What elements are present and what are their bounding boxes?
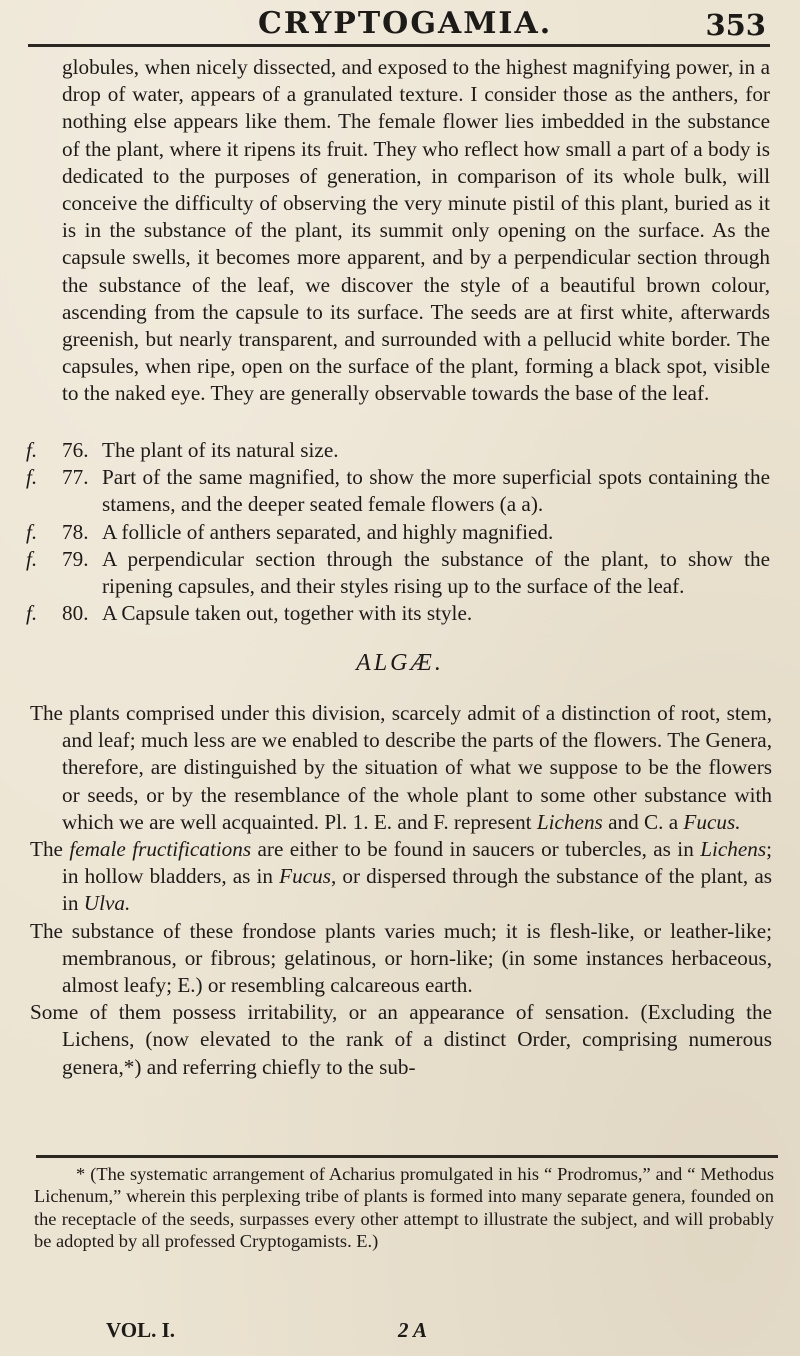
figure-label: f. [26, 519, 38, 544]
algae-paragraph-1: The plants comprised under this division, scarcely admit of a distinction of root, stem, and leaf; much less are we enabled to describe the parts of the flowers. The Genera, therefore, are distinguished by the situation of what we suppose to be the flowers or seeds, or by the resemblance of the whole plant to some other substance with which we are well acquainted. Pl. 1. E. and F. represent Lichens and C. a Fucus. [30, 701, 772, 834]
figure-caption [26, 437, 770, 464]
figure-number: 79. [62, 546, 89, 571]
figure-number: 76. [62, 438, 89, 462]
figure-list [26, 437, 770, 627]
figure-text: A follicle of anthers separated, and highly magnified. [102, 519, 554, 544]
figure-label: f. [26, 601, 38, 626]
figure-label: f. [26, 546, 38, 571]
algae-paragraph-3: The substance of these frondose plants varies much; it is flesh-like, or leather-like; membranous, or fibrous; gelatinous, or horn-like; (in some instances herbaceous, almost leafy; E.) or resembling calcareous earth. [30, 918, 772, 998]
algae-paragraph-4: Some of them possess irritability, or an appearance of sensation. (Excluding the Lichens, (now elevated to the rank of a distinct Order, comprising numerous genera,*) and referring chiefly to the sub- [30, 1000, 772, 1079]
figure-caption [26, 546, 770, 600]
volume-label: VOL. I. [106, 1318, 176, 1342]
figure-label: f. [26, 465, 38, 490]
section-heading: ALGÆ. [356, 650, 444, 676]
figure-caption [26, 519, 770, 546]
figure-caption [26, 464, 770, 518]
algae-section [30, 700, 772, 1081]
signature-mark: 2 A [398, 1318, 427, 1342]
footnote-text: * (The systematic arrangement of Acharius promulgated in his “ Prodromus,” and “ Methodus Lichenum,” wherein this perplexing tribe of plants is formed into many separate genera, founded on the receptacle of the seeds, surpasses every other attempt to illustrate the subject, and will probably be adopted by all professed Cryptogamists. E.) [34, 1164, 774, 1252]
figure-text: A Capsule taken out, together with its style. [102, 601, 473, 626]
figure-number: 77. [62, 465, 89, 490]
header-rule [28, 44, 770, 47]
algae-paragraph-2: The female fructifications are either to be found in saucers or tubercles, as in Lichens; in hollow bladders, as in Fucus, or dispersed through the substance of the plant, as in Ulva. [30, 837, 773, 916]
running-title: CRYPTOGAMIA. [258, 6, 553, 41]
intro-paragraph-block [62, 54, 770, 408]
figure-number: 80. [62, 601, 89, 626]
figure-text: Part of the same magnified, to show the more superficial spots containing the stamens, and the deeper seated female flowers (a a). [102, 465, 770, 517]
figure-label: f. [26, 438, 38, 462]
intro-paragraph: globules, when nicely dissected, and exposed to the highest magnifying power, in a drop of water, appears of a granulated texture. I consider those as the anthers, for nothing else appears like them. The female flower lies imbedded in the substance of the plant, where it ripens its fruit. They who reflect how small a part of a body is dedicated to the purposes of generation, in comparison of its whole bulk, will conceive the difficulty of observing the very minute pistil of this plant, buried as it is in the substance of the plant, its summit only opening on the surface. As the capsule swells, it becomes more apparent, and by a perpendicular section through the substance of the leaf, we discover the style of a beautiful brown colour, ascending from the capsule to its surface. The seeds are at first white, afterwards greenish, but nearly transparent, and surrounded with a pellucid white border. The capsules, when ripe, open on the surface of the plant, forming a black spot, visible to the naked eye. They are generally observable towards the base of the leaf. [62, 55, 770, 406]
page-number: 353 [705, 8, 766, 42]
footnote-rule [36, 1155, 778, 1158]
figure-text: A perpendicular section through the substance of the plant, to show the ripening capsules, and their styles rising up to the surface of the leaf. [102, 546, 770, 599]
figure-number: 78. [62, 519, 89, 544]
figure-text: The plant of its natural size. [102, 438, 339, 462]
footnote [34, 1163, 774, 1253]
figure-caption [26, 600, 770, 627]
page-header [0, 4, 800, 44]
